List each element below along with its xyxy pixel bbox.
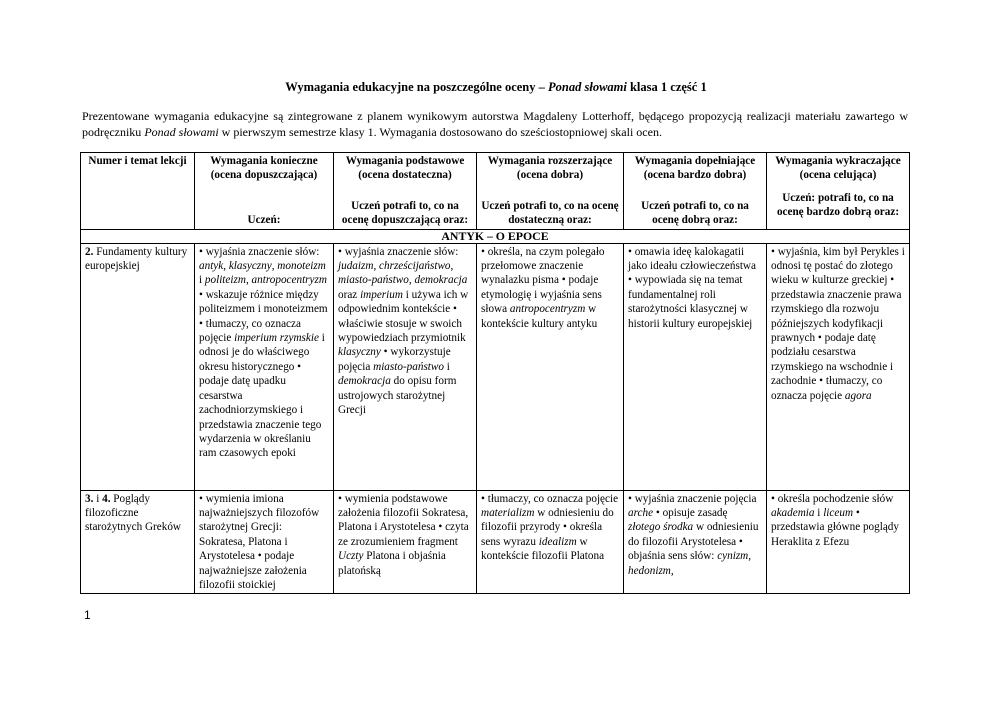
complementary-cell: • wyjaśnia znaczenie pojęcia arche • opisuje zasadę złotego środka w odniesieniu do filozofii Arystotelesa • objaśnia sens słów: cynizm, hedonizm, — [624, 490, 767, 594]
lesson-cell: 2. Fundamenty kultury europejskiej — [81, 243, 195, 490]
lesson-cell: 3. i 4. Poglądy filozoficzne starożytnych Greków — [81, 490, 195, 594]
extended-cell: • określa, na czym polegało przełomowe znaczenie wynalazku pisma • podaje etymologię i wyjaśnia sens słowa antropocentryzm w kontekście kultury antyku — [477, 243, 624, 490]
header-lesson: Numer i temat lekcji — [81, 153, 195, 230]
intro-paragraph: Prezentowane wymagania edukacyjne są zintegrowane z planem wynikowym autorstwa Magdaleny Lotterhoff, będącego propozycją realizacji materiału zawartego w podręczniku Ponad słowami w pierwszym semestrze klasy 1. Wymagania dostosowano do sześciostopniowej skali ocen. — [82, 109, 908, 139]
beyond-cell: • wyjaśnia, kim był Perykles i odnosi tę postać do złotego wieku w kulturze greckiej • przedstawia znaczenie prawa rzymskiego dla rozwoju późniejszych kodyfikacji prawnych • podaje datę podziału cesarstwa rzymskiego na wschodnie i zachodnie • tłumaczy, co oznacza pojęcie agora — [767, 243, 910, 490]
basic-cell: • wymienia podstawowe założenia filozofii Sokratesa, Platona i Arystotelesa • czyta ze zrozumieniem fragment Uczty Platona i objaśnia platońską — [334, 490, 477, 594]
beyond-cell: • określa pochodzenie słów akademia i liceum • przedstawia główne poglądy Heraklita z Efezu — [767, 490, 910, 594]
section-title: ANTYK – O EPOCE — [81, 229, 910, 243]
header-row — [81, 153, 910, 230]
extended-cell: • tłumaczy, co oznacza pojęcie materializm w odniesieniu do filozofii przyrody • określa sens wyrazu idealizm w kontekście filozofii Platona — [477, 490, 624, 594]
section-row — [81, 229, 910, 243]
table-row — [81, 490, 910, 594]
header-complementary: Wymagania dopełniające (ocena bardzo dobra) Uczeń potrafi to, co na ocenę dobrą oraz: — [624, 153, 767, 230]
table-row — [81, 243, 910, 490]
basic-cell: • wyjaśnia znaczenie słów: judaizm, chrześcijaństwo, miasto-państwo, demokracja oraz imperium i używa ich w odpowiednim kontekście • właściwie stosuje w swoich wypowiedziach przymiotnik klasyczny • wykorzystuje pojęcia miasto-państwo i demokracja do opisu form ustrojowych starożytnej Grecji — [334, 243, 477, 490]
header-required: Wymagania konieczne (ocena dopuszczająca) Uczeń: — [195, 153, 334, 230]
requirements-table — [80, 152, 910, 594]
required-cell: • wyjaśnia znaczenie słów: antyk, klasyczny, monoteizm i politeizm, antropocentryzm • wskazuje różnice między politeizmem i monoteizmem • tłumaczy, co oznacza pojęcie imperium rzymskie i odnosi je do właściwego okresu historycznego • podaje datę upadku cesarstwa zachodniorzymskiego i przedstawia znaczenie tego wydarzenia w określaniu ram czasowych epoki — [195, 243, 334, 490]
required-cell: • wymienia imiona najważniejszych filozofów starożytnej Grecji: Sokratesa, Platona i Arystotelesa • podaje najważniejsze założenia filozofii stoickiej — [195, 490, 334, 594]
page-number: 1 — [84, 608, 91, 622]
page-title: Wymagania edukacyjne na poszczególne oceny – Ponad słowami klasa 1 część 1 — [285, 80, 707, 94]
complementary-cell: • omawia ideę kalokagatii jako ideału człowieczeństwa • wypowiada się na temat fundamentalnej roli starożytności klasycznej w historii kultury europejskiej — [624, 243, 767, 490]
header-beyond: Wymagania wykraczające (ocena celująca) Uczeń: potrafi to, co na ocenę bardzo dobrą oraz: — [767, 153, 910, 230]
header-extended: Wymagania rozszerzające (ocena dobra) Uczeń potrafi to, co na ocenę dostateczną oraz: — [477, 153, 624, 230]
header-basic: Wymagania podstawowe (ocena dostateczna) Uczeń potrafi to, co na ocenę dopuszczającą oraz: — [334, 153, 477, 230]
